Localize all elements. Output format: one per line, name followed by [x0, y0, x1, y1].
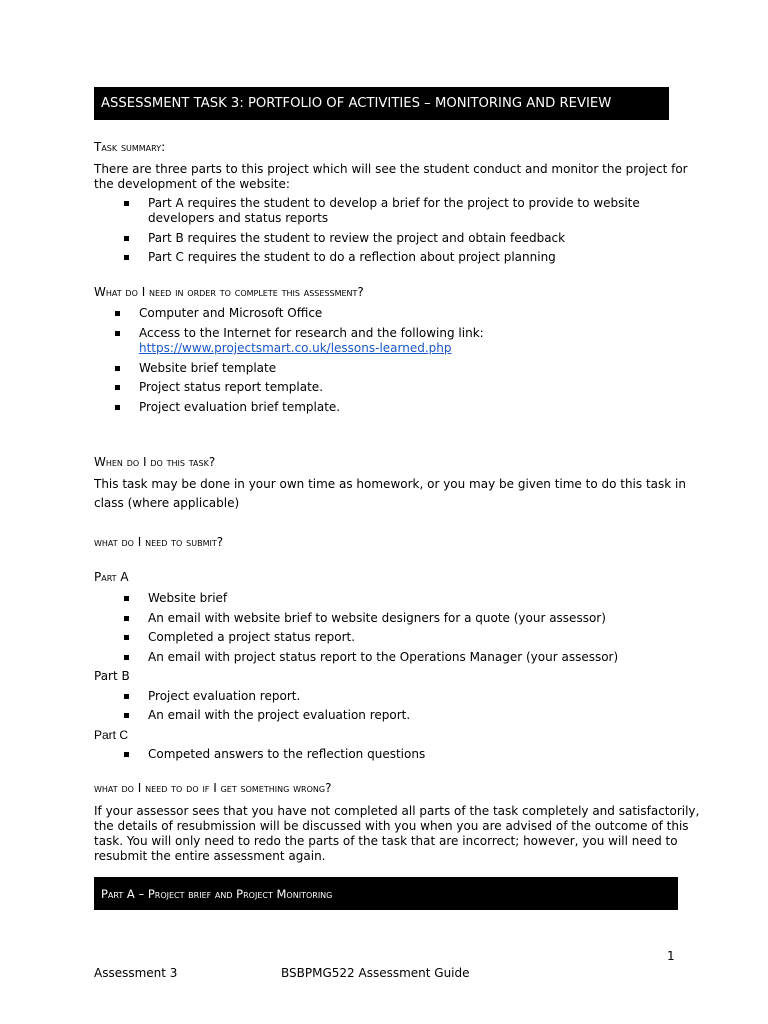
bullet-icon [124, 635, 129, 640]
title-bar [94, 87, 669, 120]
bullet-icon [124, 596, 129, 601]
bullet-icon [124, 655, 129, 660]
lessons-learned-link[interactable]: https://www.projectsmart.co.uk/lessons-learned.php [139, 341, 452, 355]
footer-left: Assessment 3 [94, 966, 178, 980]
when-heading: When do I do this task? [94, 455, 216, 469]
submit-heading: what do I need to submit? [94, 535, 224, 549]
bullet-icon [115, 385, 120, 390]
bullet-icon [124, 713, 129, 718]
task-summary-intro-line-1: There are three parts to this project which will see the student conduct and monitor the project for [94, 162, 688, 176]
section-title-part-a: Part A – Project brief and Project Monitoring [101, 886, 333, 901]
page-title: ASSESSMENT TASK 3: PORTFOLIO OF ACTIVITIES – MONITORING AND REVIEW [101, 96, 612, 111]
bullet-icon [115, 331, 120, 336]
part-b-label: Part B [94, 669, 130, 683]
part-c-label: Part C [94, 728, 129, 742]
task-summary-intro-line-2: the development of the website: [94, 177, 290, 191]
wrong-heading: what do I need to do if I get something wrong? [94, 781, 332, 795]
bullet-icon [124, 694, 129, 699]
when-line-2: class (where applicable) [94, 496, 240, 510]
bullet-icon [124, 236, 129, 241]
wrong-line-1: If your assessor sees that you have not completed all parts of the task completely and satisfactorily, [94, 804, 700, 818]
footer-center: BSBPMG522 Assessment Guide [281, 966, 470, 980]
page-number: 1 [667, 949, 675, 963]
bullet-icon [124, 752, 129, 757]
wrong-line-3: task. You will only need to redo the parts of the task that are incorrect; however, you will need to [94, 834, 678, 848]
bullet-icon [115, 311, 120, 316]
task-summary-heading: Task summary: [94, 140, 166, 154]
wrong-line-4: resubmit the entire assessment again. [94, 849, 326, 863]
need-heading: What do I need in order to complete this assessment? [94, 285, 364, 299]
bullet-icon [124, 201, 129, 206]
bullet-icon [115, 366, 120, 371]
section-bar-part-a [94, 877, 678, 910]
part-a-label: Part A [94, 570, 129, 584]
bullet-icon [115, 405, 120, 410]
bullet-icon [124, 255, 129, 260]
bullet-icon [124, 616, 129, 621]
wrong-line-2: the details of resubmission will be discussed with you when you are advised of the outcome of this [94, 819, 689, 833]
when-line-1: This task may be done in your own time as homework, or you may be given time to do this task in [94, 477, 686, 491]
